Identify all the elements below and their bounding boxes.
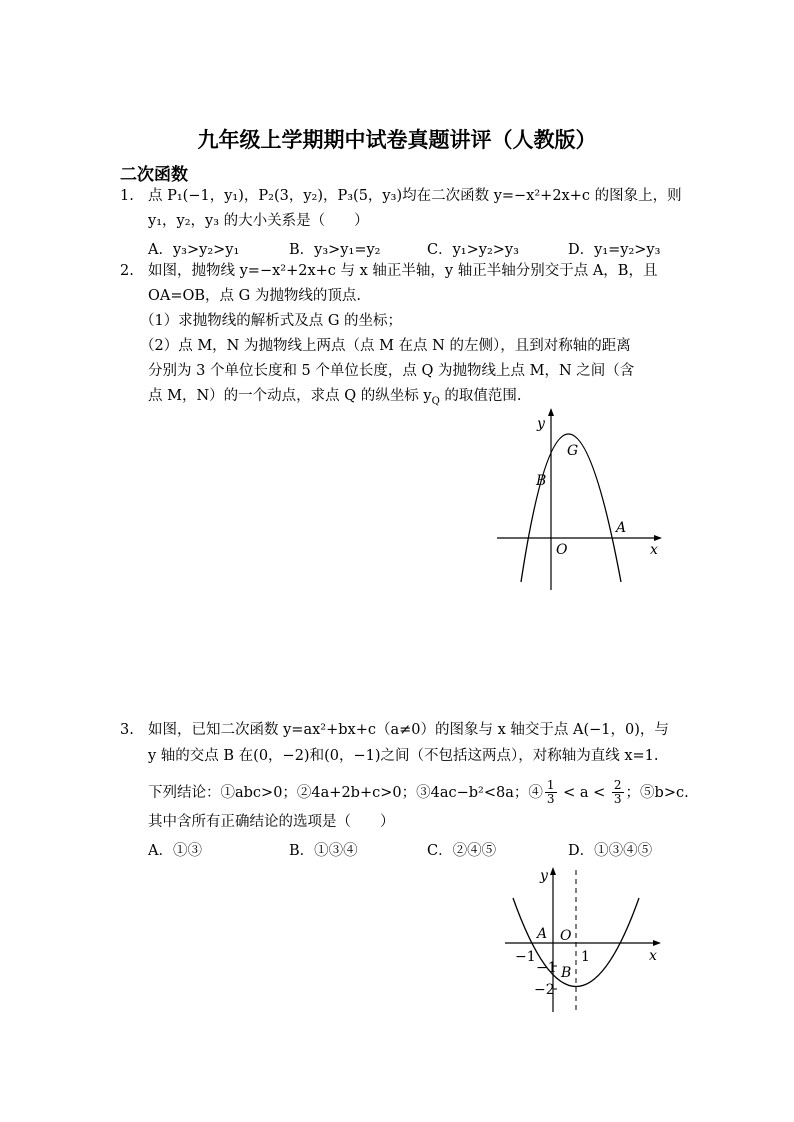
fig2-label-g: G	[567, 443, 579, 459]
fig2-y-arrow	[548, 408, 554, 416]
fig3-label-neg2: −2	[534, 982, 555, 998]
question-3-option-b: B．①③④	[289, 843, 358, 859]
question-1-option-b: B．y₃>y₁=y₂	[289, 242, 381, 258]
question-2-part-2-line-3	[148, 386, 521, 412]
question-2-line-6-end: 的取值范围.	[439, 388, 522, 404]
question-1-option-a: A．y₃>y₂>y₁	[148, 242, 240, 258]
question-2-part-1: （1）求抛物线的解析式及点 G 的坐标；	[140, 313, 403, 329]
question-2-line-1: 如图，抛物线 y=−x²+2x+c 与 x 轴正半轴，y 轴正半轴分别交于点 A，B，且	[148, 263, 658, 279]
question-1-number: 1.	[120, 188, 134, 204]
question-3-conclusions-b: < a <	[558, 784, 610, 801]
fig2-label-b: B	[536, 473, 547, 489]
fig2-x-arrow	[654, 535, 662, 541]
question-1-option-c: C．y₁>y₂>y₃	[427, 242, 519, 258]
page-title: 九年级上学期期中试卷真题讲评（人教版）	[197, 127, 597, 152]
question-3-option-a: A．①③	[148, 843, 202, 859]
question-3-line-1: 如图，已知二次函数 y=ax²+bx+c（a≠0）的图象与 x 轴交于点 A(−1，0)，与	[148, 722, 669, 738]
question-1-option-d: D．y₁=y₂>y₃	[568, 242, 661, 258]
question-3-option-d: D．①③④⑤	[568, 843, 653, 859]
question-1-line-2: y₁，y₂，y₃ 的大小关系是（ ）	[148, 213, 369, 229]
question-2-subscript: Q	[431, 395, 440, 407]
fig2-label-a: A	[616, 520, 627, 536]
fig3-label-a: A	[537, 926, 548, 942]
fig3-y-arrow	[550, 867, 556, 875]
fig2-parabola	[521, 434, 621, 582]
fig3-label-y: y	[540, 868, 548, 884]
question-3-line-2: y 轴的交点 B 在(0，−2)和(0，−1)之间（不包括这两点），对称轴为直线 x=1.	[148, 748, 659, 764]
question-2-number: 2.	[120, 263, 134, 279]
fraction-one-third	[545, 779, 557, 806]
question-3-conclusions	[148, 779, 689, 806]
question-2-part-2-line-1: （2）点 M，N 为抛物线上两点（点 M 在点 N 的左侧），且到对称轴的距离	[140, 338, 631, 354]
fig2-label-y: y	[537, 416, 545, 432]
fig3-x-arrow	[653, 940, 661, 946]
fraction-2-denominator: 3	[613, 792, 622, 806]
question-1-line-1: 点 P₁(−1，y₁)，P₂(3，y₂)，P₃(5，y₃)均在二次函数 y=−x²+2x+c 的图象上，则	[148, 188, 682, 204]
fraction-1-denominator: 3	[546, 792, 555, 806]
fig3-label-b: B	[561, 965, 572, 981]
section-heading: 二次函数	[120, 165, 188, 185]
fig3-label-neg1-y: −1	[536, 960, 557, 976]
question-2-line-6-text: 点 M，N）的一个动点，求点 Q 的纵坐标 y	[148, 388, 432, 404]
question-3-conclusions-a: 下列结论：①abc>0；②4a+2b+c>0；③4ac−b²<8a；④	[148, 784, 543, 801]
question-3-number: 3.	[120, 722, 134, 738]
question-3-conclusions-c: ；⑤b>c.	[625, 784, 689, 801]
question-2-line-2: OA=OB，点 G 为抛物线的顶点.	[148, 288, 361, 304]
fig3-label-neg1-x: −1	[515, 949, 536, 965]
fraction-two-thirds	[612, 779, 624, 806]
fig3-label-o: O	[560, 928, 572, 944]
fig2-label-o: O	[556, 542, 568, 558]
fraction-1-numerator: 1	[546, 778, 555, 792]
fig2-label-x: x	[650, 542, 658, 558]
question-2-part-2-line-2: 分别为 3 个单位长度和 5 个单位长度，点 Q 为抛物线上点 M，N 之间（含	[148, 363, 635, 379]
fig3-parabola	[513, 898, 639, 987]
fig3-label-x: x	[649, 948, 657, 964]
question-3-option-c: C．②④⑤	[427, 843, 497, 859]
fig3-label-one: 1	[581, 949, 590, 965]
fraction-2-numerator: 2	[613, 778, 622, 792]
question-3-line-4: 其中含所有正确结论的选项是（ ）	[148, 814, 395, 830]
